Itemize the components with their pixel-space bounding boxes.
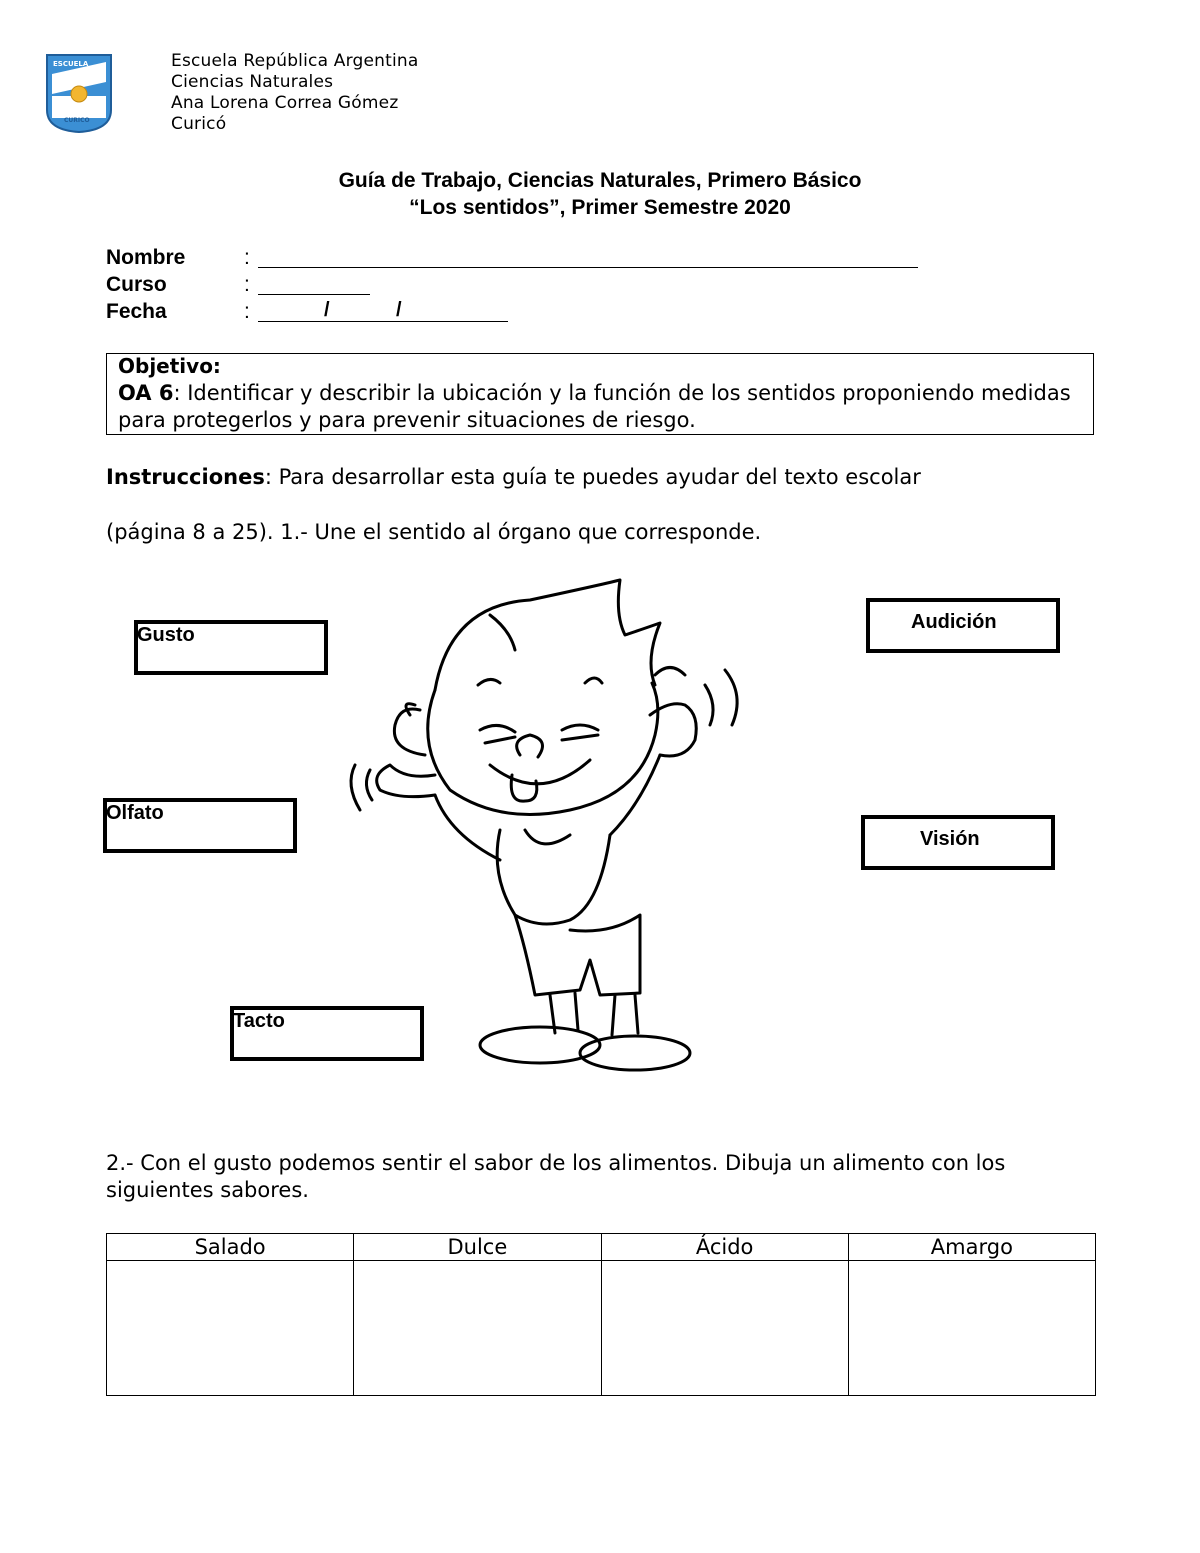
question-1: (página 8 a 25). 1.- Une el sentido al órgano que corresponde. (106, 520, 762, 544)
instructions-label: Instrucciones (106, 465, 265, 489)
course-label: Curso (106, 273, 167, 296)
drawing-cell-dulce[interactable] (354, 1261, 601, 1396)
table-row (107, 1261, 1096, 1396)
right-eye (562, 725, 598, 730)
header-amargo: Amargo (848, 1234, 1095, 1261)
city-name: Curicó (171, 114, 227, 134)
nose (517, 735, 543, 757)
table-header-row (107, 1234, 1096, 1261)
instructions (106, 464, 1096, 491)
date-slash-2: / (396, 299, 402, 321)
header-salado: Salado (107, 1234, 354, 1261)
page-subtitle: “Los sentidos”, Primer Semestre 2020 (409, 196, 791, 219)
name-label: Nombre (106, 246, 186, 269)
objective-code: OA 6 (118, 381, 174, 405)
teacher-name: Ana Lorena Correa Gómez (171, 93, 399, 113)
subject-name: Ciencias Naturales (171, 72, 334, 92)
name-line[interactable] (258, 267, 918, 268)
sense-label-tacto: Tacto (233, 1010, 285, 1032)
question-2: 2.- Con el gusto podemos sentir el sabor de los alimentos. Dibuja un alimento con los siguientes sabores. (106, 1151, 1006, 1202)
header-acido: Ácido (601, 1234, 848, 1261)
drawing-cell-amargo[interactable] (848, 1261, 1095, 1396)
left-arm (435, 795, 500, 860)
date-slash-1: / (324, 299, 330, 321)
left-hand (377, 765, 435, 797)
flavor-table (106, 1233, 1096, 1396)
date-label: Fecha (106, 300, 167, 323)
right-arm (610, 755, 660, 835)
sense-label-gusto: Gusto (137, 624, 195, 646)
school-name: Escuela República Argentina (171, 51, 419, 71)
objective-description: : Identificar y describir la ubicación y la función de los sentidos proponiendo medidas para protegerlos y para prevenir situaciones de riesgo. (118, 381, 1071, 432)
instructions-text: : Para desarrollar esta guía te puedes ayudar del texto escolar (264, 465, 921, 489)
header-dulce: Dulce (354, 1234, 601, 1261)
objective-text (118, 380, 1088, 434)
sense-label-olfato: Olfato (106, 802, 164, 824)
course-line[interactable] (258, 294, 370, 295)
date-colon: : (244, 300, 250, 323)
drawing-cell-acido[interactable] (601, 1261, 848, 1396)
name-colon: : (244, 246, 250, 269)
objective-heading: Objetivo: (118, 354, 221, 378)
date-line[interactable] (258, 321, 508, 322)
hair (435, 580, 660, 690)
sense-label-audicion: Audición (911, 611, 997, 633)
logo-escuela-text: ESCUELA (53, 60, 89, 68)
shorts (515, 915, 640, 995)
page-title: Guía de Trabajo, Ciencias Naturales, Primero Básico (338, 169, 862, 192)
mouth (490, 760, 590, 784)
sense-label-vision: Visión (920, 828, 980, 850)
course-colon: : (244, 273, 250, 296)
drawing-cell-salado[interactable] (107, 1261, 354, 1396)
logo-curico-text: CURICO (64, 117, 90, 124)
school-logo (44, 52, 114, 134)
left-eye (480, 725, 515, 732)
